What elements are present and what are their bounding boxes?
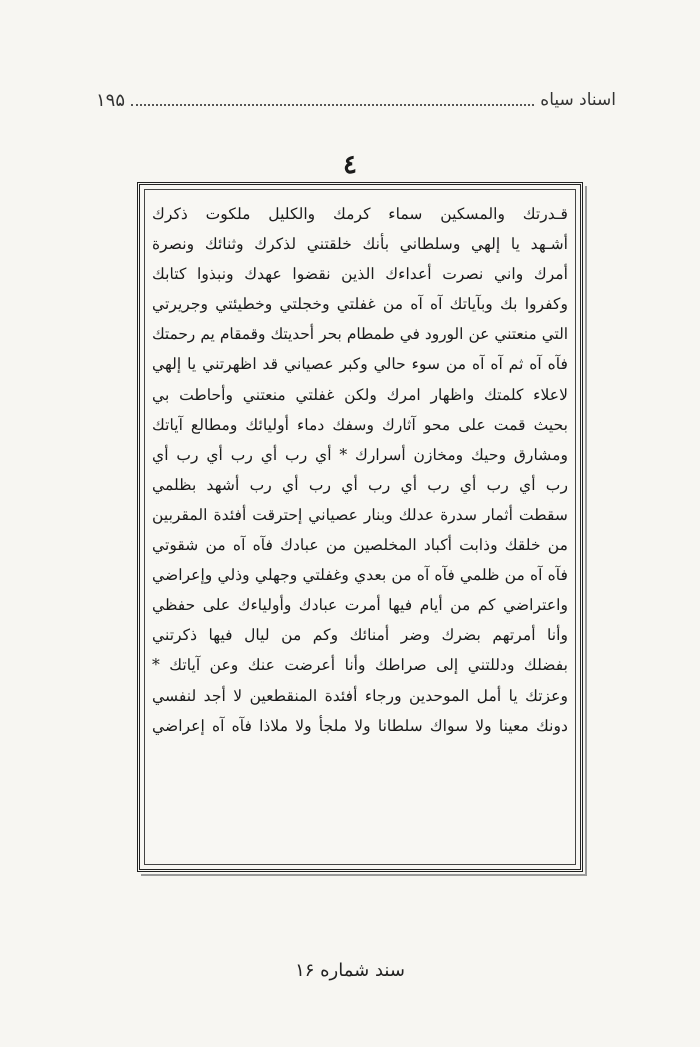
document-body xyxy=(152,199,568,855)
running-header xyxy=(96,88,616,112)
body-line: من خلقك وذابت أكباد المخلصين من عبادك فآه آه من شقوتي xyxy=(152,536,568,555)
document-caption: سند شماره ۱۶ xyxy=(295,960,405,981)
body-line: فآه آه من ظلمي فآه آه من بعدي وغفلتي وجهلي وذلي وإعراضي xyxy=(152,566,568,585)
body-line: واعتراضي كم من أيام فيها أمرت عبادك وأولياءك على حفظي xyxy=(152,596,568,615)
body-line: دونك معينا ولا سواك سلطانا ولا ملجأ ولا ملاذا فآه آه إعراضي xyxy=(152,716,568,735)
body-line: التي منعتني عن الورود في طمطام بحر أحديتك وقمقام يم رحمتك xyxy=(152,325,568,344)
body-line: فآه آه ثم آه آه من سوء حالي وكبر عصياني قد اظهرتني يا إلهي xyxy=(152,355,568,374)
body-line: سقطت أثمار سدرة عدلك وبنار عصياني إحترقت أفئدة المقربين xyxy=(152,505,568,524)
body-line: وكفروا بك وبآياتك آه آه من غفلتي وخجلتي وخطيئتي وجريرتي xyxy=(152,295,568,314)
body-line: لاعلاء كلمتك واظهار امرك ولكن غفلتي منعتني وأحاطت بي xyxy=(152,385,568,404)
body-line: رب أي رب أي رب أي رب أي رب أي رب أشهد بظلمي xyxy=(152,475,568,494)
leader-dots xyxy=(131,102,534,106)
body-line: بفضلك ودللتني إلى صراطك وأنا أعرضت عنك وعن آياتك * xyxy=(152,656,568,675)
body-line: أشـهد يا إلهي وسلطاني بأنك خلقتني لذكرك وثنائك ونصرة xyxy=(152,235,568,254)
body-line: قـدرتك والمسكين سماء كرمك والكليل ملكوت ذكرك xyxy=(152,205,568,223)
body-line: بحيث قمت على محو آثارك وسفك دماء أوليائك ومطالع آياتك xyxy=(152,415,568,434)
running-header-title: اسناد سیاه xyxy=(540,90,616,110)
document-number: ٤ xyxy=(343,150,357,180)
page-number: ۱۹۵ xyxy=(96,89,126,111)
body-line: أمرك واني نصرت أعداءك الذين نقضوا عهدك ونبذوا كتابك xyxy=(152,265,568,284)
body-line: وعزتك يا أمل الموحدين ورجاء أفئدة المنقطعين لا أجد لنفسي xyxy=(152,686,568,705)
body-line: ومشارق وحيك ومخازن أسرارك * أي رب أي رب أي رب أي xyxy=(152,445,568,464)
body-line: وأنا أمرتهم بضرك وضر أمنائك وكم من ليال فيها ذكرتني xyxy=(152,626,568,645)
document-frame xyxy=(137,182,583,872)
